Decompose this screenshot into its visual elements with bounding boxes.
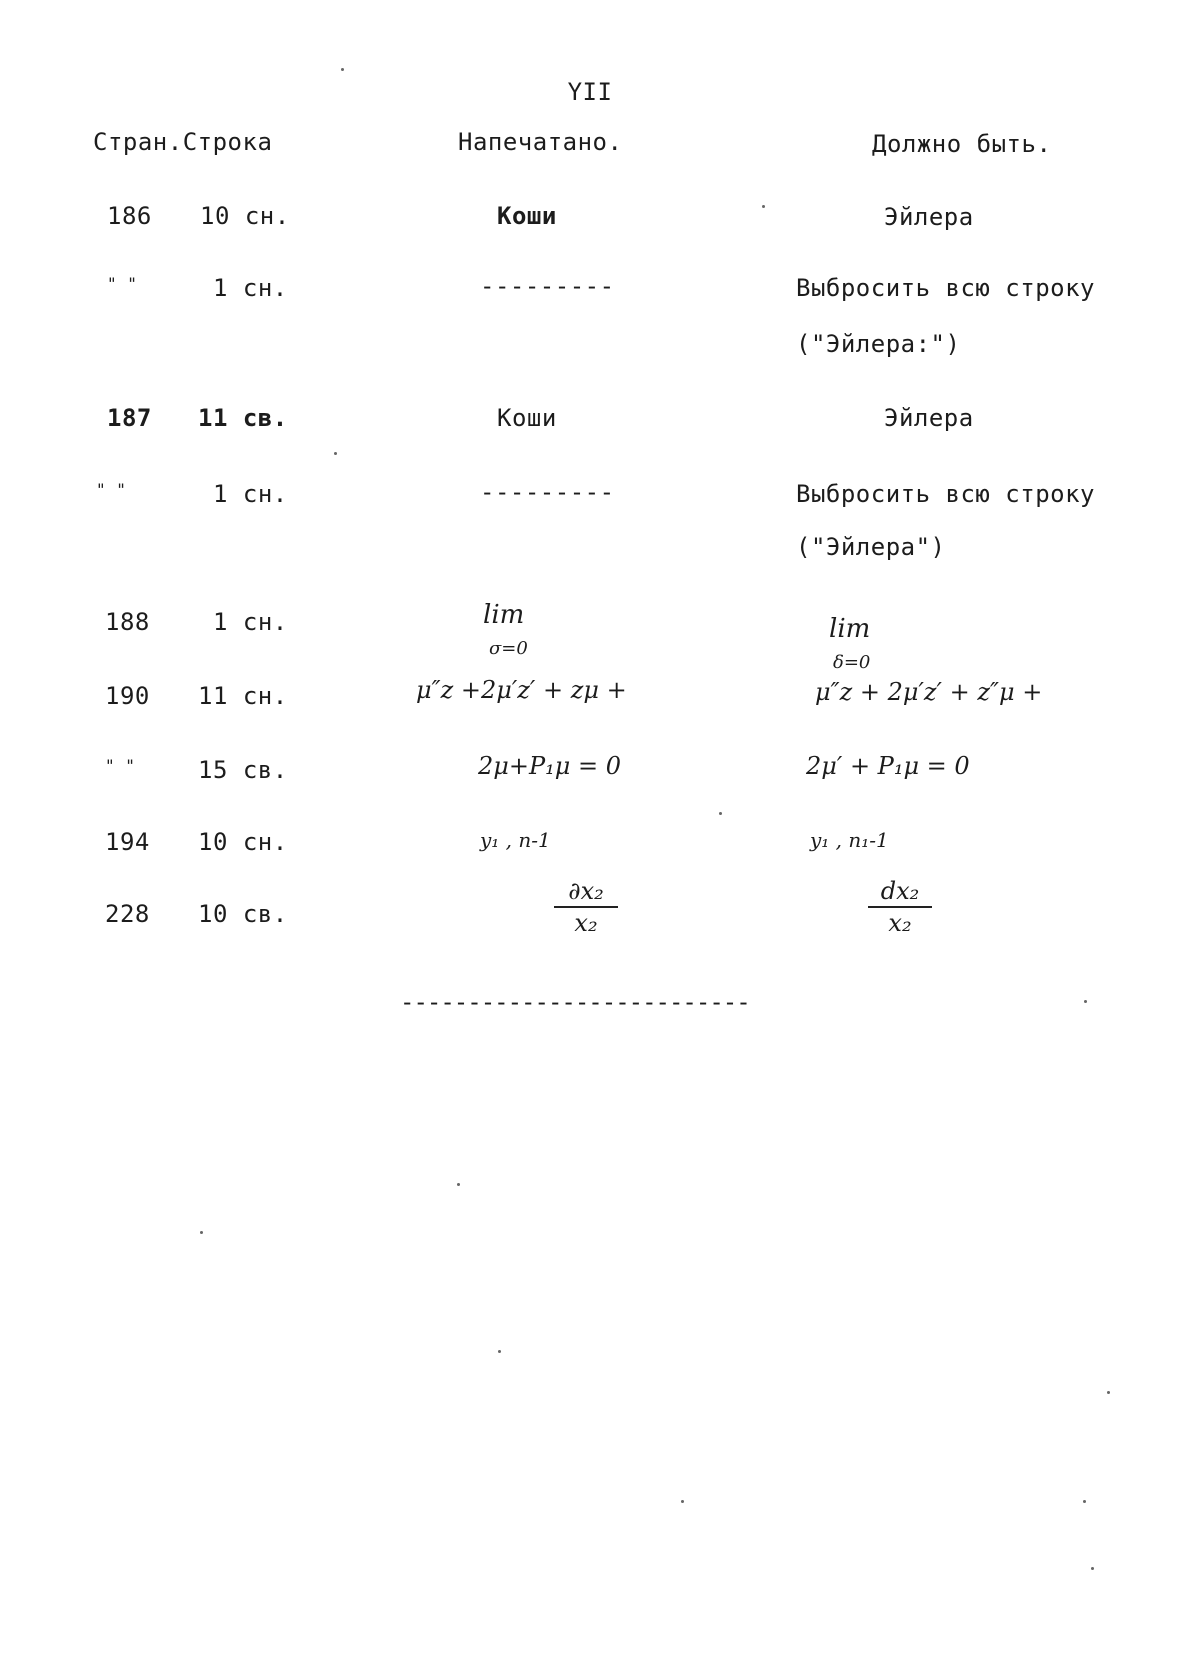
header-should-be: Должно быть. xyxy=(872,130,1052,158)
row-7-page: " " xyxy=(105,756,136,775)
row-1-line: 10 сн. xyxy=(200,202,290,230)
end-rule: -------------------------- xyxy=(400,988,750,1016)
header-printed: Напечатано. xyxy=(458,128,623,156)
row-5-printed-lim: lim xyxy=(483,600,525,630)
row-2-page: " " xyxy=(107,274,138,293)
row-2-should-be: Выбросить всю строку xyxy=(796,274,1095,302)
row-6-should-be: μ″z + 2μ′z′ + z″μ + xyxy=(815,678,1043,706)
row-5-printed-sub: σ=0 xyxy=(489,638,528,659)
row-6-printed: μ″z +2μ′z′ + zμ + xyxy=(416,676,627,704)
scan-speck xyxy=(1084,1000,1087,1003)
row-9-page: 228 xyxy=(105,900,150,928)
row-9-should-be-fraction xyxy=(868,876,932,938)
scan-speck xyxy=(762,205,765,208)
row-5-line: 1 сн. xyxy=(213,608,288,636)
row-6-page: 190 xyxy=(105,682,150,710)
row-4-should-be-cont: ("Эйлера") xyxy=(796,533,946,561)
scan-speck xyxy=(1091,1567,1094,1570)
row-8-printed: y₁ , n-1 xyxy=(480,828,551,852)
scan-speck xyxy=(200,1231,203,1234)
scan-speck xyxy=(334,452,337,455)
row-7-should-be: 2μ′ + P₁μ = 0 xyxy=(806,752,970,780)
row-1-page: 186 xyxy=(107,202,152,230)
row-3-line: 11 св. xyxy=(198,404,288,432)
row-7-printed: 2μ+P₁μ = 0 xyxy=(478,752,621,780)
row-9-should-be-numerator: dx₂ xyxy=(880,877,920,905)
row-5-page: 188 xyxy=(105,608,150,636)
scan-speck xyxy=(1107,1391,1110,1394)
row-9-printed-fraction xyxy=(554,876,618,938)
row-4-should-be: Выбросить всю строку xyxy=(796,480,1095,508)
row-3-should-be: Эйлера xyxy=(884,404,974,432)
row-9-printed-numerator: ∂x₂ xyxy=(568,877,604,905)
row-5-should-be-sub: δ=0 xyxy=(833,652,871,673)
scan-speck xyxy=(681,1500,684,1503)
row-3-printed: Коши xyxy=(497,404,557,432)
row-4-line: 1 сн. xyxy=(213,480,288,508)
row-1-printed: Коши xyxy=(497,202,557,230)
row-5-should-be-lim: lim xyxy=(829,614,871,644)
row-6-line: 11 сн. xyxy=(198,682,288,710)
scan-speck xyxy=(719,812,722,815)
row-2-line: 1 сн. xyxy=(213,274,288,302)
row-9-line: 10 св. xyxy=(198,900,288,928)
scan-speck xyxy=(457,1183,460,1186)
row-7-line: 15 св. xyxy=(198,756,288,784)
row-1-should-be: Эйлера xyxy=(884,203,974,231)
row-2-printed: --------- xyxy=(480,272,615,300)
row-4-printed: --------- xyxy=(480,478,615,506)
row-8-line: 10 сн. xyxy=(198,828,288,856)
row-8-page: 194 xyxy=(105,828,150,856)
row-4-page: " " xyxy=(96,480,127,499)
row-9-printed-denominator: x₂ xyxy=(574,909,598,937)
scan-speck xyxy=(1083,1500,1086,1503)
row-2-should-be-cont: ("Эйлера:") xyxy=(796,330,961,358)
row-3-page: 187 xyxy=(107,404,152,432)
row-8-should-be: y₁ , n₁-1 xyxy=(810,828,889,852)
scan-speck xyxy=(498,1350,501,1353)
row-9-should-be-denominator: x₂ xyxy=(888,909,912,937)
scan-speck xyxy=(341,68,344,71)
page-number: YII xyxy=(567,78,613,106)
header-page-line: Стран.Строка xyxy=(93,128,273,156)
